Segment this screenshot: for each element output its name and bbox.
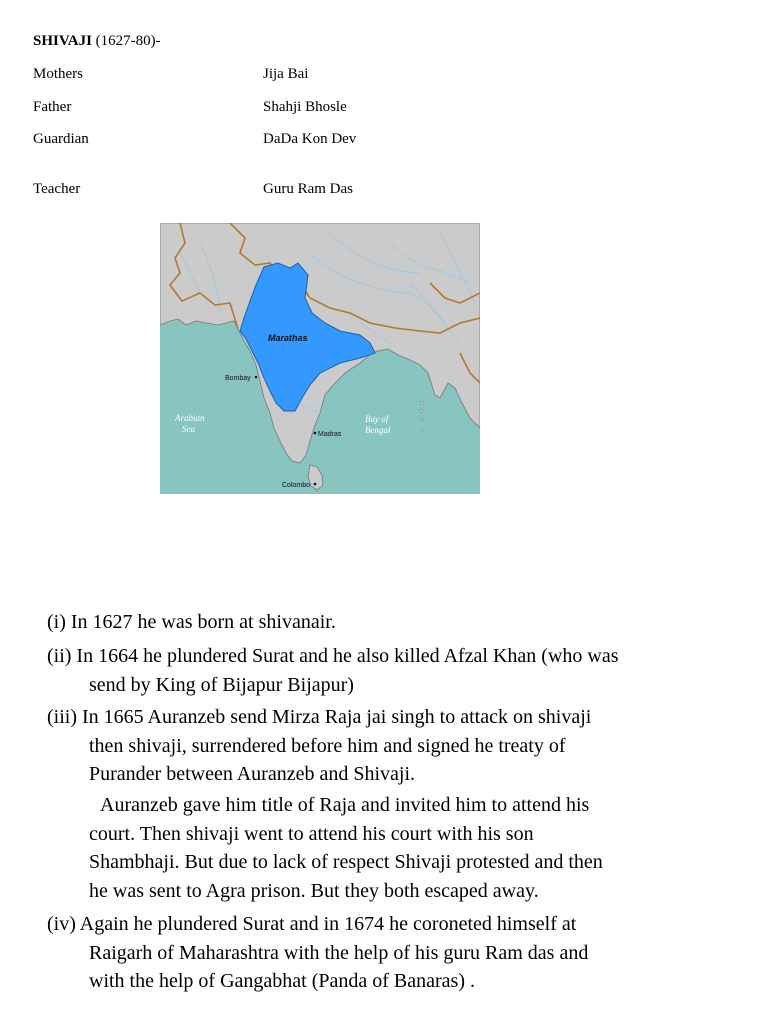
- point-i-line-1: (i) In 1627 he was born at shivanair.: [47, 611, 336, 633]
- info-value-mothers: Jija Bai: [263, 66, 309, 82]
- point-iii-line-1: (iii) In 1665 Auranzeb send Mirza Raja jai singh to attack on shivaji: [47, 706, 592, 728]
- point-iii-line-3: Purander between Auranzeb and Shivaji.: [89, 763, 416, 785]
- point-i: [47, 608, 336, 637]
- arabian-sea-label-1: Arabian: [175, 413, 205, 423]
- title-name: SHIVAJI: [33, 33, 92, 49]
- point-iii: [47, 703, 591, 789]
- bay-of-bengal-label-1: Bay of: [365, 414, 389, 424]
- point-iii-continued: [89, 791, 603, 905]
- madras-label: Madras: [318, 431, 342, 438]
- point-iii-cont-line-1: Auranzeb gave him title of Raja and invited him to attend his: [100, 794, 590, 816]
- info-label-guardian: Guardian: [33, 131, 89, 147]
- point-iii-line-2: then shivaji, surrendered before him and signed he treaty of: [89, 734, 566, 757]
- colombo-label: Colombo: [282, 482, 311, 489]
- info-label-mothers: Mothers: [33, 66, 83, 82]
- point-iii-cont-line-2: court. Then shivaji went to attend his court with his son: [89, 822, 534, 845]
- page-title: [33, 32, 161, 50]
- point-ii-line-1: (ii) In 1664 he plundered Surat and he also killed Afzal Khan (who was: [47, 645, 619, 667]
- point-iv-line-2: Raigarh of Maharashtra with the help of his guru Ram das and: [89, 941, 589, 964]
- point-ii: [47, 642, 619, 699]
- point-iii-cont-line-3: Shambhaji. But due to lack of respect Shivaji protested and then: [89, 851, 603, 873]
- arabian-sea-label-2: Sea: [182, 424, 195, 434]
- bombay-label: Bombay: [225, 375, 251, 382]
- title-years: (1627-80)-: [91, 33, 161, 49]
- info-label-father: Father: [33, 99, 72, 115]
- point-ii-line-2: send by King of Bijapur Bijapur): [89, 673, 354, 696]
- point-iii-cont-line-4: he was sent to Agra prison. But they both escaped away.: [89, 879, 539, 902]
- marathas-label: Marathas: [268, 333, 308, 343]
- point-iv-line-1: (iv) Again he plundered Surat and in 1674 he coroneted himself at: [47, 913, 577, 935]
- info-label-teacher: Teacher: [33, 181, 81, 197]
- point-iv-line-3: with the help of Gangabhat (Panda of Banaras) .: [89, 970, 475, 992]
- maratha-map: [160, 223, 480, 494]
- info-value-teacher: Guru Ram Das: [263, 181, 353, 197]
- point-iv: [47, 910, 588, 996]
- bay-of-bengal-label-2: Bengal: [365, 425, 391, 435]
- info-value-father: Shahji Bhosle: [263, 99, 347, 115]
- info-value-guardian: DaDa Kon Dev: [263, 131, 357, 147]
